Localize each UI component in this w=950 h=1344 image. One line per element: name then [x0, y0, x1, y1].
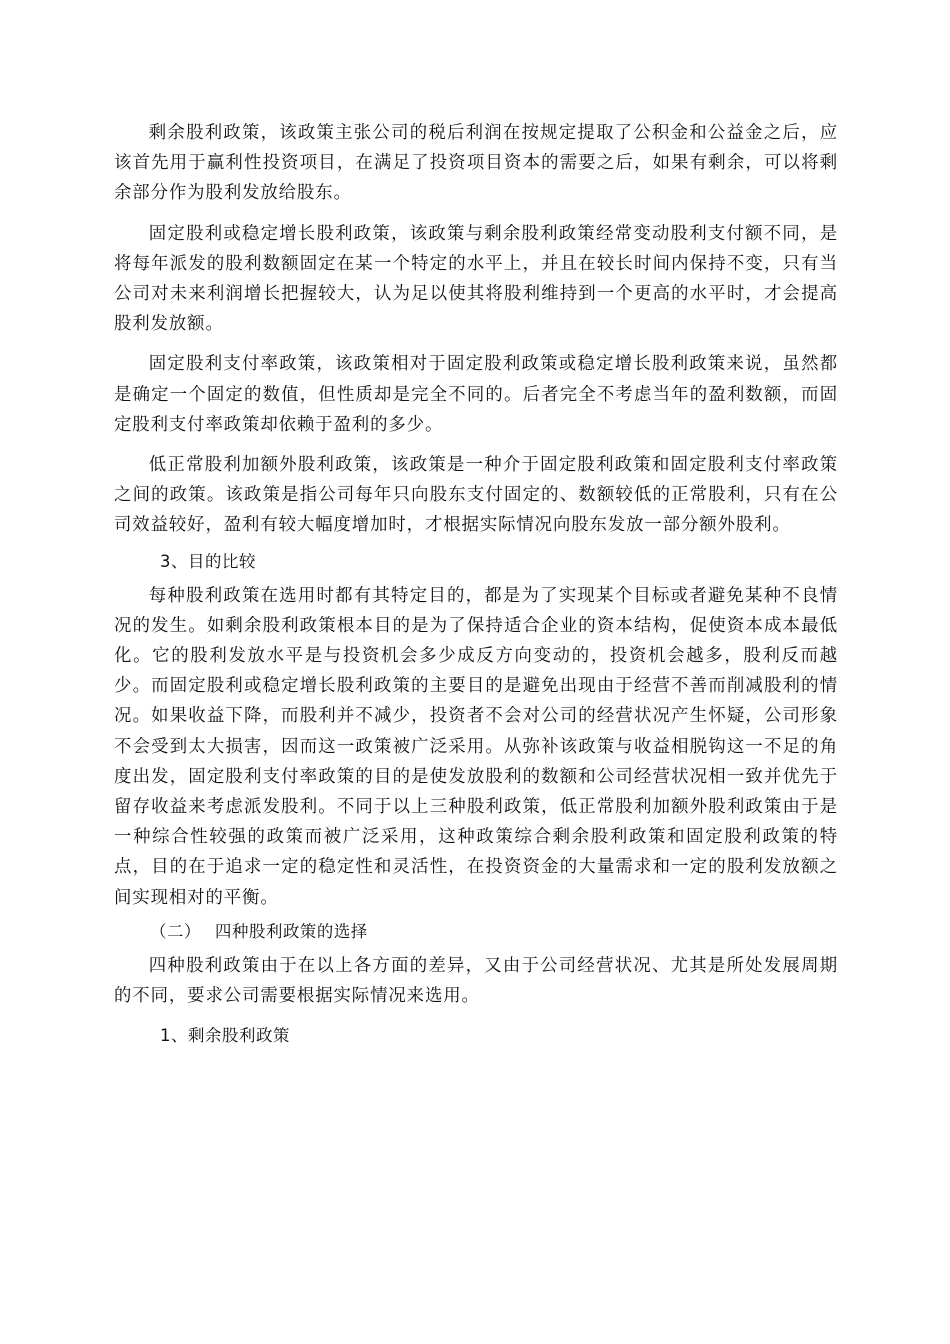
document-page — [114, 118, 838, 1051]
heading-section-number: （二） — [150, 921, 201, 941]
heading-section-title: 四种股利政策的选择 — [214, 921, 368, 941]
paragraph-residual-dividend-policy: 剩余股利政策，该政策主张公司的税后利润在按规定提取了公积金和公益金之后，应该首先用于赢利性投资项目，在满足了投资项目资本的需要之后，如果有剩余，可以将剩余部分作为股利发放给股东。 — [114, 123, 838, 204]
heading-policy-selection — [114, 917, 838, 947]
paragraph-fixed-payout-ratio-policy: 固定股利支付率政策，该政策相对于固定股利政策或稳定增长股利政策来说，虽然都是确定一个固定的数值，但性质却是完全不同的。后者完全不考虑当年的盈利数额，而固定股利支付率政策却依赖于盈利的多少。 — [114, 354, 838, 435]
paragraph-fixed-dividend-policy: 固定股利或稳定增长股利政策，该政策与剩余股利政策经常变动股利支付额不同，是将每年派发的股利数额固定在某一个特定的水平上，并且在较长时间内保持不变，只有当公司对未来利润增长把握较大，认为足以使其将股利维持到一个更高的水平时，才会提高股利发放额。 — [114, 223, 838, 335]
heading-purpose-comparison: 3、目的比较 — [160, 551, 256, 571]
paragraph-low-regular-plus-extra-policy: 低正常股利加额外股利政策，该政策是一种介于固定股利政策和固定股利支付率政策之间的政策。该政策是指公司每年只向股东支付固定的、数额较低的正常股利，只有在公司效益较好，盈利有较大幅度增加时，才根据实际情况向股东发放一部分额外股利。 — [114, 455, 838, 536]
heading-residual-dividend-policy: 1、剩余股利政策 — [160, 1026, 290, 1046]
paragraph-purpose-comparison: 每种股利政策在选用时都有其特定目的，都是为了实现某个目标或者避免某种不良情况的发生。如剩余股利政策根本目的是为了保持适合企业的资本结构，促使资本成本最低化。它的股利发放水平是与投资机会多少成反方向变动的，投资机会越多，股利反而越少。而固定股利或稳定增长股利政策的主要目的是避免出现由于经营不善而削减股利的情况。如果收益下降，而股利并不减少，投资者不会对公司的经营状况产生怀疑，公司形象不会受到太大损害，因而这一政策被广泛采用。从弥补该政策与收益相脱钩这一不足的角度出发，固定股利支付率政策的目的是使发放股利的数额和公司经营状况相一致并优先于留存收益来考虑派发股利。不同于以上三种股利政策，低正常股利加额外股利政策由于是一种综合性较强的政策而被广泛采用，这种政策综合剩余股利政策和固定股利政策的特点，目的在于追求一定的稳定性和灵活性，在投资资金的大量需求和一定的股利发放额之间实现相对的平衡。 — [114, 585, 838, 908]
paragraph-policy-selection: 四种股利政策由于在以上各方面的差异，又由于公司经营状况、尤其是所处发展周期的不同，要求公司需要根据实际情况来选用。 — [114, 955, 838, 1007]
